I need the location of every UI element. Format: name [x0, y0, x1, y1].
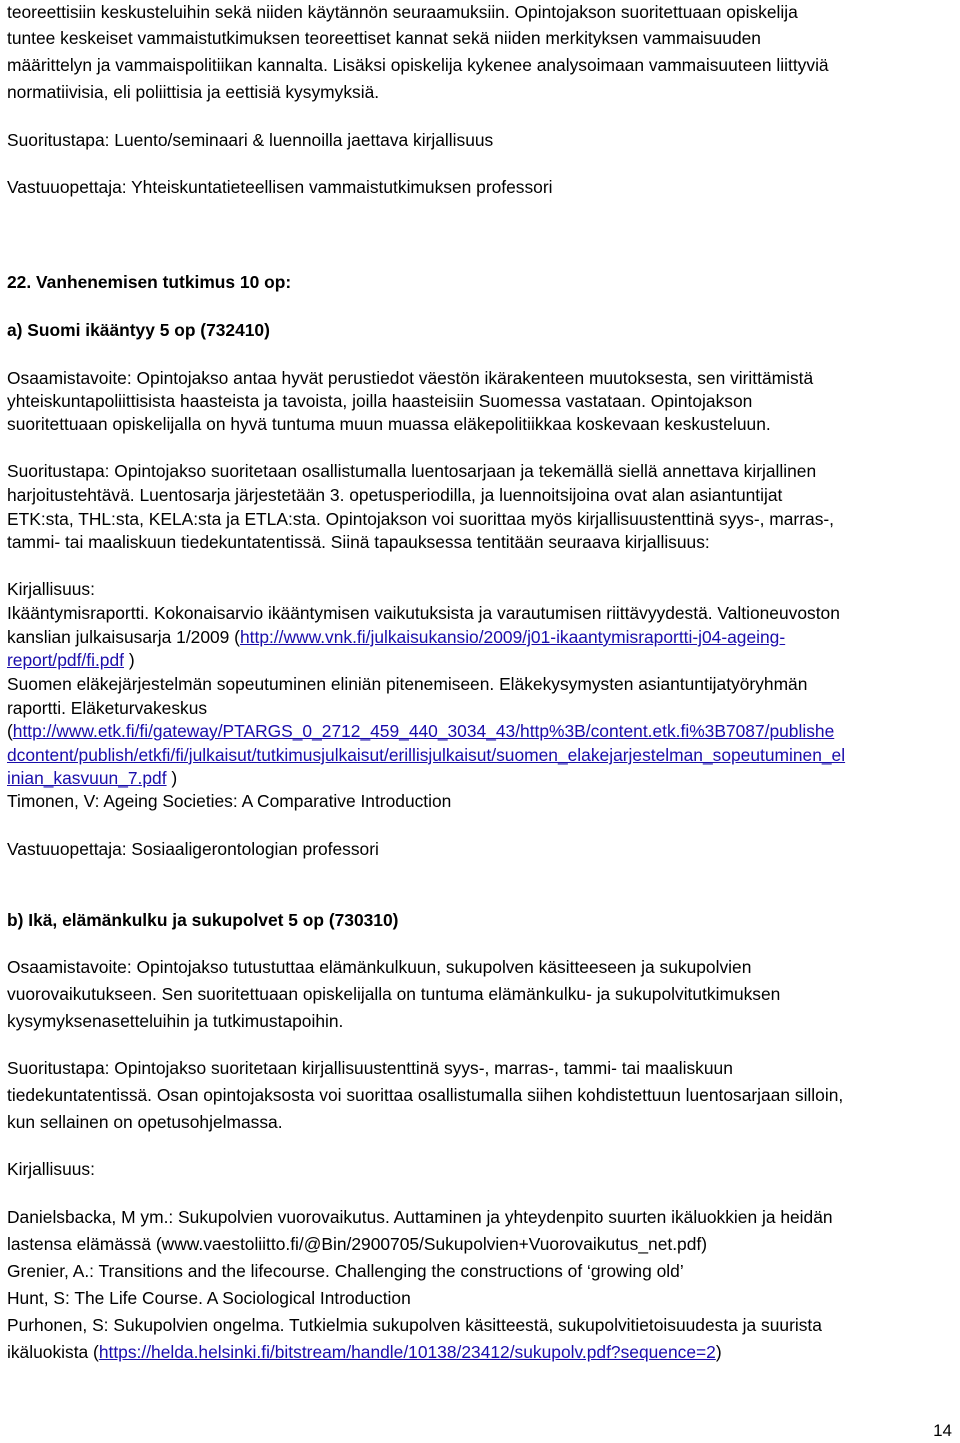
course-a-osaamis-line-1: Osaamistavoite: Opintojakso antaa hyvät perustiedot väestön ikärakenteen muutoksesta, sen virittämistä [7, 368, 814, 388]
ref-1-close: ) [123, 650, 135, 670]
ref-2-link-part-1[interactable]: http://www.etk.fi/fi/gateway/PTARGS_0_2712_459_440_3034_43/http%3B/content.etk.fi%3B7087/publishe [12, 721, 835, 741]
course-a-ref-3: Timonen, V: Ageing Societies: A Comparative Introduction [7, 791, 452, 811]
ref-2-link-part-3[interactable]: inian_kasvuun_7.pdf [7, 768, 167, 788]
ref-1-link-part-1[interactable]: http://www.vnk.fi/julkaisukansio/2009/j01-ikaantymisraportti-j04-ageing- [239, 627, 786, 647]
course-a-vastuuopettaja: Vastuuopettaja: Sosiaaligerontologian professori [7, 839, 379, 859]
course-a-ref-2-line-4 [7, 743, 845, 767]
course-a-ref-1-line-3 [7, 648, 135, 672]
section-22-heading: 22. Vanhenemisen tutkimus 10 op: [7, 272, 292, 292]
course-a-ref-2-line-1: Suomen eläkejärjestelmän sopeutuminen eliniän pitenemiseen. Eläkekysymysten asiantuntijatyöryhmän [7, 674, 808, 694]
course-a-ref-2-line-3 [7, 719, 834, 743]
page-number: 14 [933, 1421, 952, 1440]
intro-vastuuopettaja: Vastuuopettaja: Yhteiskuntatieteellisen vammaistutkimuksen professori [7, 177, 553, 197]
ref-4-prefix: ikäluokista ( [7, 1342, 99, 1362]
course-b-ref-4-line-2 [7, 1340, 722, 1364]
course-b-osaamis-line-2: vuorovaikutukseen. Sen suoritettuaan opiskelijalla on tuntuma elämänkulku- ja sukupolvitutkimuksen [7, 984, 781, 1004]
course-b-ref-3: Hunt, S: The Life Course. A Sociological Introduction [7, 1288, 411, 1308]
course-b-kirjallisuus-label: Kirjallisuus: [7, 1159, 95, 1179]
course-a-suoritus-line-4: tammi- tai maaliskuun tiedekuntatentissä. Siinä tapauksessa tentitään seuraava kirjallisuus: [7, 532, 710, 552]
course-a-heading: a) Suomi ikääntyy 5 op (732410) [7, 320, 270, 340]
course-b-ref-1-line-1: Danielsbacka, M ym.: Sukupolvien vuorovaikutus. Auttaminen ja yhteydenpito suurten ikäluokkien ja heidän [7, 1207, 833, 1227]
ref-2-link-part-2[interactable]: dcontent/publish/etkfi/fi/julkaisut/tutkimusjulkaisut/erillisjulkaisut/suomen_elakejarjestelman_sopeutuminen_el [7, 745, 846, 765]
ref-2-open: ( [7, 721, 13, 741]
course-b-suoritus-line-2: tiedekuntatentissä. Osan opintojaksosta voi suorittaa osallistumalla siihen kohdistettuun luentosarjaan silloin, [7, 1085, 844, 1105]
course-b-ref-1-line-2: lastensa elämässä (www.vaestoliitto.fi/@Bin/2900705/Sukupolvien+Vuorovaikutus_net.pdf) [7, 1234, 707, 1254]
course-a-ref-1-line-1: Ikääntymisraportti. Kokonaisarvio ikääntymisen vaikutuksista ja varautumisen riittävyydestä. Valtioneuvoston [7, 603, 840, 623]
course-a-suoritus-line-3: ETK:sta, THL:sta, KELA:sta ja ETLA:sta. Opintojakson voi suorittaa myös kirjallisuustenttinä syys-, marras-, [7, 509, 835, 529]
course-a-ref-2-line-2: raportti. Eläketurvakeskus [7, 698, 208, 718]
course-b-ref-4-line-1: Purhonen, S: Sukupolvien ongelma. Tutkielmia sukupolven käsitteestä, sukupolvitietoisuudesta ja suurista [7, 1315, 822, 1335]
ref-4-link[interactable]: https://helda.helsinki.fi/bitstream/handle/10138/23412/sukupolv.pdf?sequence=2 [98, 1342, 716, 1362]
ref-4-close: ) [715, 1342, 722, 1362]
course-a-suoritus-line-1: Suoritustapa: Opintojakso suoritetaan osallistumalla luentosarjaan ja tekemällä siellä annettava kirjallinen [7, 461, 817, 481]
course-a-kirjallisuus-label: Kirjallisuus: [7, 579, 95, 599]
course-b-osaamis-line-1: Osaamistavoite: Opintojakso tutustuttaa elämänkulkuun, sukupolven käsitteeseen ja sukupolvien [7, 957, 752, 977]
intro-line-2: tuntee keskeiset vammaistutkimuksen teoreettiset kannat sekä niiden merkityksen vammaisuuden [7, 28, 761, 48]
course-a-ref-2-line-5 [7, 766, 177, 790]
course-a-ref-1-line-2 [7, 625, 785, 649]
course-a-osaamis-line-2: yhteiskuntapoliittisista haasteista ja tavoista, joilla haasteisiin Suomessa vastataan. Opintojakson [7, 391, 753, 411]
ref-1-link-part-2[interactable]: report/pdf/fi.pdf [7, 650, 124, 670]
course-a-osaamis-line-3: suoritettuaan opiskelijalla on hyvä tuntuma muun muassa eläkepolitiikkaa koskevaan keskusteluun. [7, 414, 771, 434]
course-b-suoritus-line-1: Suoritustapa: Opintojakso suoritetaan kirjallisuustenttinä syys-, marras-, tammi- tai maaliskuun [7, 1058, 733, 1078]
intro-line-3: määrittelyn ja vammaispolitiikan kannalta. Lisäksi opiskelija kykenee analysoimaan vammaisuuteen liittyviä [7, 55, 829, 75]
intro-line-1: teoreettisiin keskusteluihin sekä niiden käytännön seuraamuksiin. Opintojakson suoritettuaan opiskelija [7, 2, 798, 22]
intro-line-4: normatiivisia, eli poliittisia ja eettisiä kysymyksiä. [7, 82, 380, 102]
course-b-suoritus-line-3: kun sellainen on opetusohjelmassa. [7, 1112, 283, 1132]
course-a-suoritus-line-2: harjoitustehtävä. Luentosarja järjestetään 3. opetusperiodilla, ja luennoitsijoina ovat alan asiantuntijat [7, 485, 783, 505]
ref-1-prefix: kanslian julkaisusarja 1/2009 ( [7, 627, 240, 647]
course-b-heading: b) Ikä, elämänkulku ja sukupolvet 5 op (730310) [7, 910, 399, 930]
intro-suoritustapa: Suoritustapa: Luento/seminaari & luennoilla jaettava kirjallisuus [7, 130, 494, 150]
ref-2-close: ) [166, 768, 178, 788]
course-b-ref-2: Grenier, A.: Transitions and the lifecourse. Challenging the constructions of ‘growing old’ [7, 1261, 684, 1281]
course-b-osaamis-line-3: kysymyksenasetteluihin ja tutkimustapoihin. [7, 1011, 344, 1031]
